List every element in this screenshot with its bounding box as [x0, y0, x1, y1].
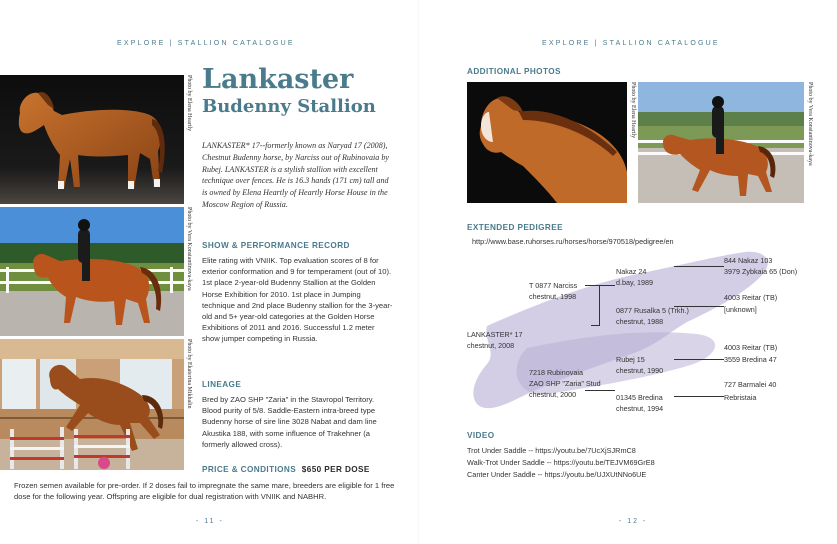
photo-credit: Photo by Vera Konstantinova-kaya — [807, 82, 813, 166]
horse-ridden-photo — [0, 207, 184, 336]
section-heading: LINEAGE — [202, 380, 242, 389]
pedigree-great-grandsire: 727 Barmalei 40 — [724, 380, 777, 389]
show-record-text: Elite rating with VNIIK. Top evaluation scores of 8 for exterior conformation and 9 for temperament (out of 10). 1st place 2-year-old Budenny Stallion at the Golden Horse Exhibition for 2010. 1st place in Jumping technique and 2nd place Budenny stallion for the 3-year-old and 5+ year-old categories at the Golden Horse Exhibitions of 2011 and 2016. Successful 1.2 meter show jumper competing in Russia. — [202, 256, 393, 344]
horse-head-photo — [467, 82, 627, 203]
pedigree-link[interactable]: http://www.base.ruhorses.ru/horses/horse/970518/pedigree/en — [472, 237, 674, 246]
pedigree-dam-sire: Rubej 15 chestnut, 1990 — [616, 355, 664, 375]
pedigree-subject: LANKASTER* 17 chestnut, 2008 — [467, 330, 523, 350]
video-link[interactable]: Trot Under Saddle -- https://youtu.be/7UcXjSJRmC8 — [467, 446, 636, 455]
page-number: - 11 - — [196, 518, 224, 525]
photo-credit: Photo by Elena Heartly — [630, 82, 636, 139]
page-title — [202, 64, 376, 118]
pedigree-dam: 7218 Rubinovaia ZAO SHP "Zaria" Stud chestnut, 2000 — [529, 368, 601, 399]
pedigree-connector — [585, 285, 615, 286]
page-header: EXPLORE | STALLION CATALOGUE — [542, 40, 720, 47]
pedigree-connector — [674, 359, 724, 360]
horse-arena-photo — [638, 82, 804, 203]
pedigree-sire: T 0877 Narciss chestnut, 1998 — [529, 281, 578, 301]
pedigree-great-granddam: Rebristaia — [724, 393, 757, 402]
pedigree-great-grandsire: 844 Nakaz 103 — [724, 256, 773, 265]
left-page — [0, 0, 418, 544]
horse-jumping-photo — [0, 339, 184, 470]
pedigree-connector — [674, 266, 724, 267]
page-number: - 12 - — [619, 518, 648, 525]
photo-credit: Photo by Ekaterina Mikhalin — [186, 339, 192, 409]
intro-paragraph: LANKASTER* 17--formerly known as Naryad 17 (2008), Chestnut Budenny horse, by Narciss out of Rubinovaia by Rubej. LANKASTER is a stylish stallion with excellent technique over fences. He is 16.3 hands (171 cm) tall and is owned by Elena Heartly of Heartly Horse House in the Moscow Region of Russia. — [202, 141, 389, 209]
pedigree-sire-dam: 0877 Rusalka 5 (Trkh.) chestnut, 1988 — [616, 306, 689, 326]
section-heading: ADDITIONAL PHOTOS — [467, 67, 561, 76]
pedigree-sire-sire: Nakaz 24 d.bay, 1989 — [616, 267, 654, 287]
section-heading: EXTENDED PEDIGREE — [467, 223, 563, 232]
stallion-breed: Budenny Stallion — [202, 96, 376, 117]
price-heading — [202, 465, 370, 474]
lineage-text: Bred by ZAO SHP "Zaria" in the Stavropol Territory. Blood purity of 5/8. Saddle-Eastern intra-breed type Budenny horse of sire line 3028 Nabat and dam line Akustika 188, with some influence of Trakehner (a formerly allowed cross). — [202, 395, 377, 449]
right-page — [419, 0, 837, 544]
photo-credit: Photo by Vera Konstantinova-kaya — [186, 207, 192, 291]
price-label: PRICE & CONDITIONS — [202, 465, 297, 474]
pedigree-connector — [591, 325, 599, 326]
pedigree-great-grandsire: 4003 Reitar (TB) — [724, 343, 778, 352]
pedigree-connector — [674, 396, 724, 397]
pedigree-dam-dam: 01345 Bredina chestnut, 1994 — [616, 393, 664, 413]
pedigree-great-granddam: 3979 Zybkaia 65 (Don) — [724, 267, 798, 276]
video-link[interactable]: Canter Under Saddle -- https://youtu.be/UJXUtNNo6UE — [467, 470, 647, 479]
pedigree-great-granddam: [unknown] — [724, 305, 757, 314]
section-heading: SHOW & PERFORMANCE RECORD — [202, 241, 350, 250]
pedigree-connector — [599, 285, 600, 326]
section-heading: VIDEO — [467, 431, 495, 440]
pedigree-great-grandsire: 4003 Reitar (TB) — [724, 293, 778, 302]
page-header: EXPLORE | STALLION CATALOGUE — [117, 40, 295, 47]
horse-conformation-photo — [0, 75, 184, 204]
video-link[interactable]: Walk-Trot Under Saddle -- https://youtu.be/TEJVM69GrE8 — [467, 458, 655, 467]
price-conditions-text: Frozen semen available for pre-order. If 2 doses fail to impregnate the same mare, breeders are eligible for 1 free dose for the following year. Offspring are eligible for dual registration with VNIIK and NABHR. — [14, 481, 395, 502]
pedigree-great-granddam: 3559 Bredina 47 — [724, 355, 777, 364]
stallion-name: Lankaster — [202, 64, 354, 95]
price-value: $650 PER DOSE — [301, 465, 370, 474]
photo-credit: Photo by Elena Heartly — [186, 75, 192, 132]
